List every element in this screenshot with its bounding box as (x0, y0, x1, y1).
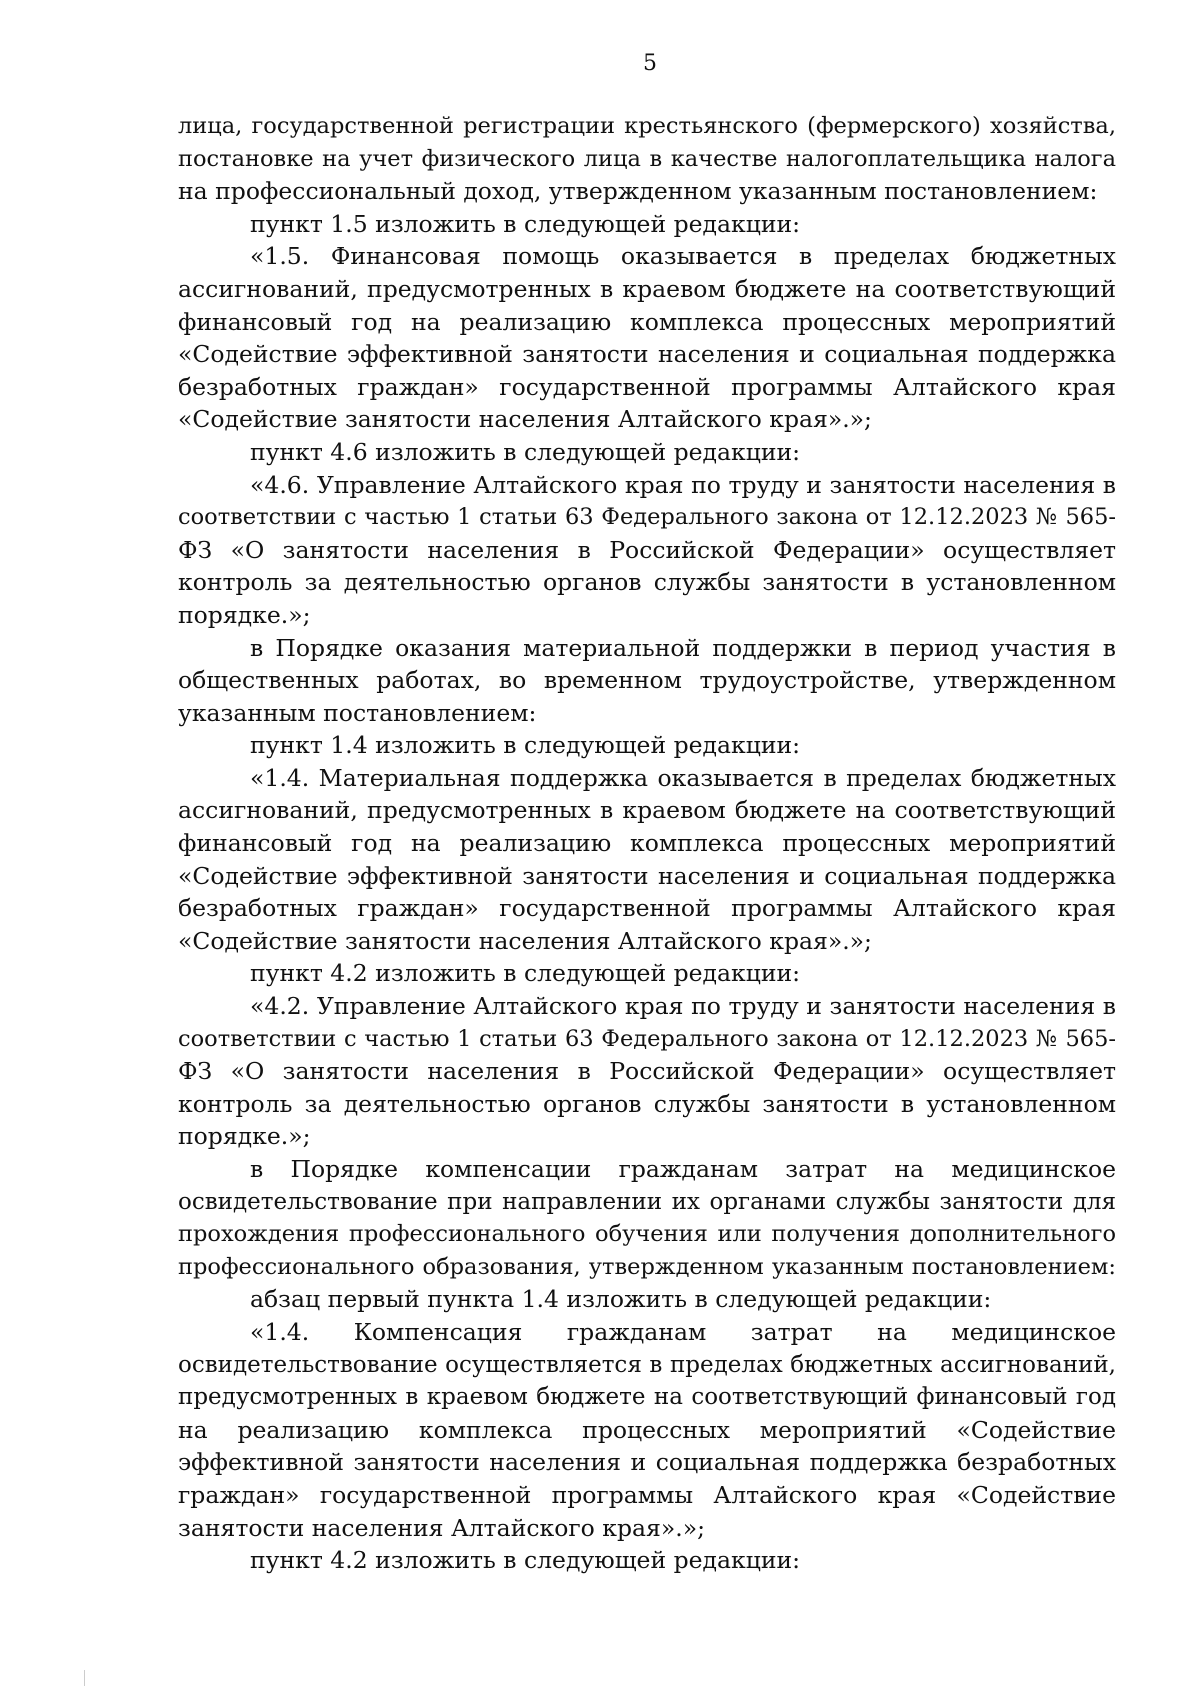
text-line: ФЗ «О занятости населения в Российской Федерации» осуществляет (178, 535, 1116, 564)
text-line: пункт 1.5 изложить в следующей редакции: (250, 209, 801, 238)
text-line: «Содействие эффективной занятости населения и социальная поддержка (178, 340, 1116, 369)
document-body (178, 110, 1116, 1577)
text-line: постановке на учет физического лица в качестве налогоплательщика налога (178, 145, 1116, 172)
text-line: эффективной занятости населения и социальная поддержка безработных (178, 1448, 1116, 1477)
text-line: порядке.»; (178, 600, 311, 629)
text-line: занятости населения Алтайского края».»; (178, 1513, 705, 1542)
text-line: «4.2. Управление Алтайского края по труду и занятости населения в (250, 992, 1116, 1021)
text-line: «4.6. Управление Алтайского края по труду и занятости населения в (250, 470, 1116, 499)
text-line: лица, государственной регистрации крестьянского (фермерского) хозяйства, (178, 113, 1116, 139)
text-line: «1.5. Финансовая помощь оказывается в пределах бюджетных (250, 242, 1116, 271)
text-line: ФЗ «О занятости населения в Российской Федерации» осуществляет (178, 1057, 1116, 1086)
scan-mark (84, 1670, 85, 1686)
text-line: освидетельствование осуществляется в пределах бюджетных ассигнований, (178, 1351, 1116, 1378)
text-line: граждан» государственной программы Алтайского края «Содействие (178, 1480, 1116, 1509)
text-line: на профессиональный доход, утвержденном указанным постановлением: (178, 177, 1098, 206)
page-number: 5 (643, 51, 657, 76)
text-line: «Содействие занятости населения Алтайского края».»; (178, 405, 872, 434)
text-line: в Порядке компенсации гражданам затрат на медицинское (250, 1155, 1116, 1183)
text-line: соответствии с частью 1 статьи 63 Федерального закона от 12.12.2023 № 565- (178, 504, 1116, 531)
text-line: безработных граждан» государственной программы Алтайского края (178, 372, 1116, 401)
text-line: «1.4. Материальная поддержка оказывается в пределах бюджетных (250, 763, 1116, 792)
text-line: прохождения профессионального обучения или получения дополнительного (178, 1221, 1116, 1248)
text-line: пункт 4.2 изложить в следующей редакции: (250, 1546, 801, 1575)
text-line: абзац первый пункта 1.4 изложить в следующей редакции: (250, 1285, 992, 1314)
text-line: профессионального образования, утвержденном указанным постановлением: (178, 1253, 1116, 1280)
text-line: предусмотренных в краевом бюджете на соответствующий финансовый год (178, 1384, 1116, 1411)
text-line: освидетельствование при направлении их органами службы занятости для (178, 1188, 1116, 1215)
text-line: безработных граждан» государственной программы Алтайского края (178, 894, 1116, 923)
text-line: пункт 4.6 изложить в следующей редакции: (250, 437, 801, 466)
text-line: финансовый год на реализацию комплекса процессных мероприятий (178, 829, 1116, 858)
text-line: ассигнований, предусмотренных в краевом бюджете на соответствующий (178, 796, 1116, 825)
text-line: пункт 4.2 изложить в следующей редакции: (250, 959, 801, 988)
text-line: порядке.»; (178, 1122, 311, 1151)
text-line: соответствии с частью 1 статьи 63 Федерального закона от 12.12.2023 № 565- (178, 1025, 1116, 1052)
text-line: контроль за деятельностью органов службы занятости в установленном (178, 1089, 1116, 1118)
text-line: ассигнований, предусмотренных в краевом бюджете на соответствующий (178, 274, 1116, 303)
text-line: «Содействие эффективной занятости населения и социальная поддержка (178, 861, 1116, 890)
text-line: в Порядке оказания материальной поддержки в период участия в (250, 633, 1116, 662)
text-line: «Содействие занятости населения Алтайского края».»; (178, 926, 872, 955)
text-line: контроль за деятельностью органов службы занятости в установленном (178, 568, 1116, 597)
text-line: общественных работах, во временном трудоустройстве, утвержденном (178, 666, 1116, 695)
text-line: «1.4. Компенсация гражданам затрат на медицинское (250, 1317, 1116, 1346)
text-line: указанным постановлением: (178, 698, 537, 727)
text-line: финансовый год на реализацию комплекса процессных мероприятий (178, 307, 1116, 336)
text-line: на реализацию комплекса процессных мероприятий «Содействие (178, 1415, 1116, 1444)
text-line: пункт 1.4 изложить в следующей редакции: (250, 731, 801, 760)
